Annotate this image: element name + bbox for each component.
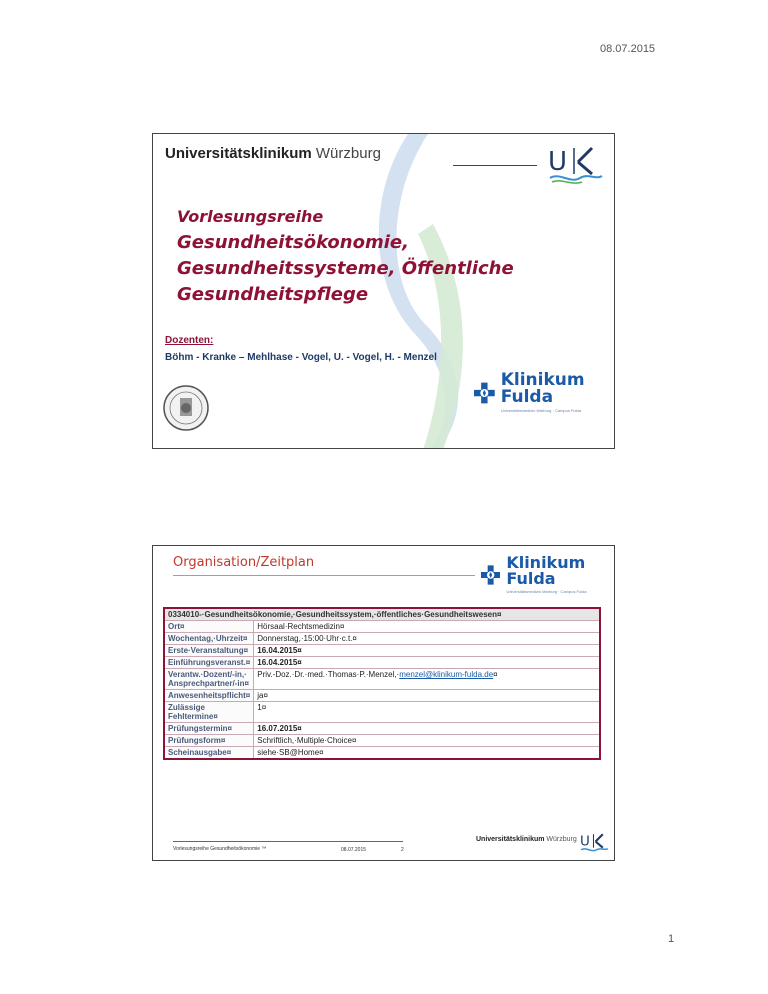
table-header: 0334010-·Gesundheitsökonomie,·Gesundheitssystem,·öffentliches·Gesundheitswesen¤ [164, 608, 600, 621]
klinikum-fulda-logo [474, 372, 614, 413]
table-row [164, 702, 600, 723]
contact-email-link[interactable]: Priv.-Doz.·Dr.·med.·Thomas·P.·Menzel,·menzel@klinikum-fulda.de¤ [254, 669, 600, 690]
row-value: siehe·SB@Home¤ [254, 747, 600, 760]
university-name: Universitätsklinikum Würzburg [165, 145, 381, 162]
uk-logo-icon [579, 830, 609, 854]
row-value: 16.04.2015¤ [254, 657, 600, 669]
row-value: Donnerstag,·15:00·Uhr·c.t.¤ [254, 633, 600, 645]
svg-text:U: U [548, 147, 568, 177]
lecturers-heading: Dozenten: [165, 335, 214, 346]
table-row [164, 657, 600, 669]
fulda-cross-icon [474, 380, 495, 406]
svg-text:U: U [580, 834, 590, 850]
table-row [164, 723, 600, 735]
row-label: Prüfungstermin¤ [164, 723, 254, 735]
row-label: Anwesenheitspflicht¤ [164, 690, 254, 702]
title-rule [173, 575, 475, 576]
table-row [164, 747, 600, 760]
row-value: 1¤ [254, 702, 600, 723]
row-label: Prüfungsform¤ [164, 735, 254, 747]
row-label: Zulässige Fehltermine¤ [164, 702, 254, 723]
fulda-sub: Universitätsmedizin Marburg · Campus Fulda [500, 408, 581, 413]
footer-rule [173, 841, 403, 842]
lecturers-list: Böhm - Kranke – Mehlhase - Vogel, U. - Vogel, H. - Menzel [165, 352, 437, 363]
row-value: ja¤ [254, 690, 600, 702]
fulda-sub: Universitätsmedizin Marburg · Campus Fulda [506, 589, 587, 594]
table-row [164, 645, 600, 657]
fulda-name: Klinikum Fulda [500, 370, 585, 407]
course-title: Vorlesungsreihe Gesundheitsökonomie, Gesundheitssysteme, Öffentliche Gesundheitspflege [177, 207, 514, 305]
fulda-cross-icon [481, 563, 500, 587]
table-row [164, 633, 600, 645]
fulda-name: Klinikum Fulda [506, 553, 586, 588]
row-value: 16.07.2015¤ [254, 723, 600, 735]
row-value: Hörsaal·Rechtsmedizin¤ [254, 621, 600, 633]
row-label: Erste·Veranstaltung¤ [164, 645, 254, 657]
header-rule [453, 165, 537, 166]
page-date: 08.07.2015 [600, 43, 656, 55]
row-label: Scheinausgabe¤ [164, 747, 254, 760]
row-value: 16.04.2015¤ [254, 645, 600, 657]
row-label: Wochentag,·Uhrzeit¤ [164, 633, 254, 645]
footer-course: Vorlesungsreihe Gesundheitsökonomie ™ [173, 846, 267, 852]
row-label: Verantw.·Dozent/-in,· Ansprechpartner/-in¤ [164, 669, 254, 690]
klinikum-fulda-logo [481, 555, 614, 594]
uk-logo-icon [546, 140, 604, 186]
table-row [164, 690, 600, 702]
row-value: Schriftlich,·Multiple·Choice¤ [254, 735, 600, 747]
schedule-table [163, 607, 601, 760]
page-number: 1 [668, 933, 675, 945]
slide-number: 2 [401, 847, 404, 853]
table-row [164, 621, 600, 633]
footer-university-name: Universitätsklinikum Würzburg [476, 836, 577, 843]
table-row [164, 735, 600, 747]
footer-date: 08.07.2015 [341, 847, 367, 853]
row-label: Einführungsveranst.¤ [164, 657, 254, 669]
row-label: Ort¤ [164, 621, 254, 633]
table-row [164, 669, 600, 690]
slide-title: Organisation/Zeitplan [173, 555, 315, 570]
schedule-slide [152, 545, 615, 861]
university-seal-icon [162, 384, 210, 432]
title-slide [152, 133, 615, 449]
